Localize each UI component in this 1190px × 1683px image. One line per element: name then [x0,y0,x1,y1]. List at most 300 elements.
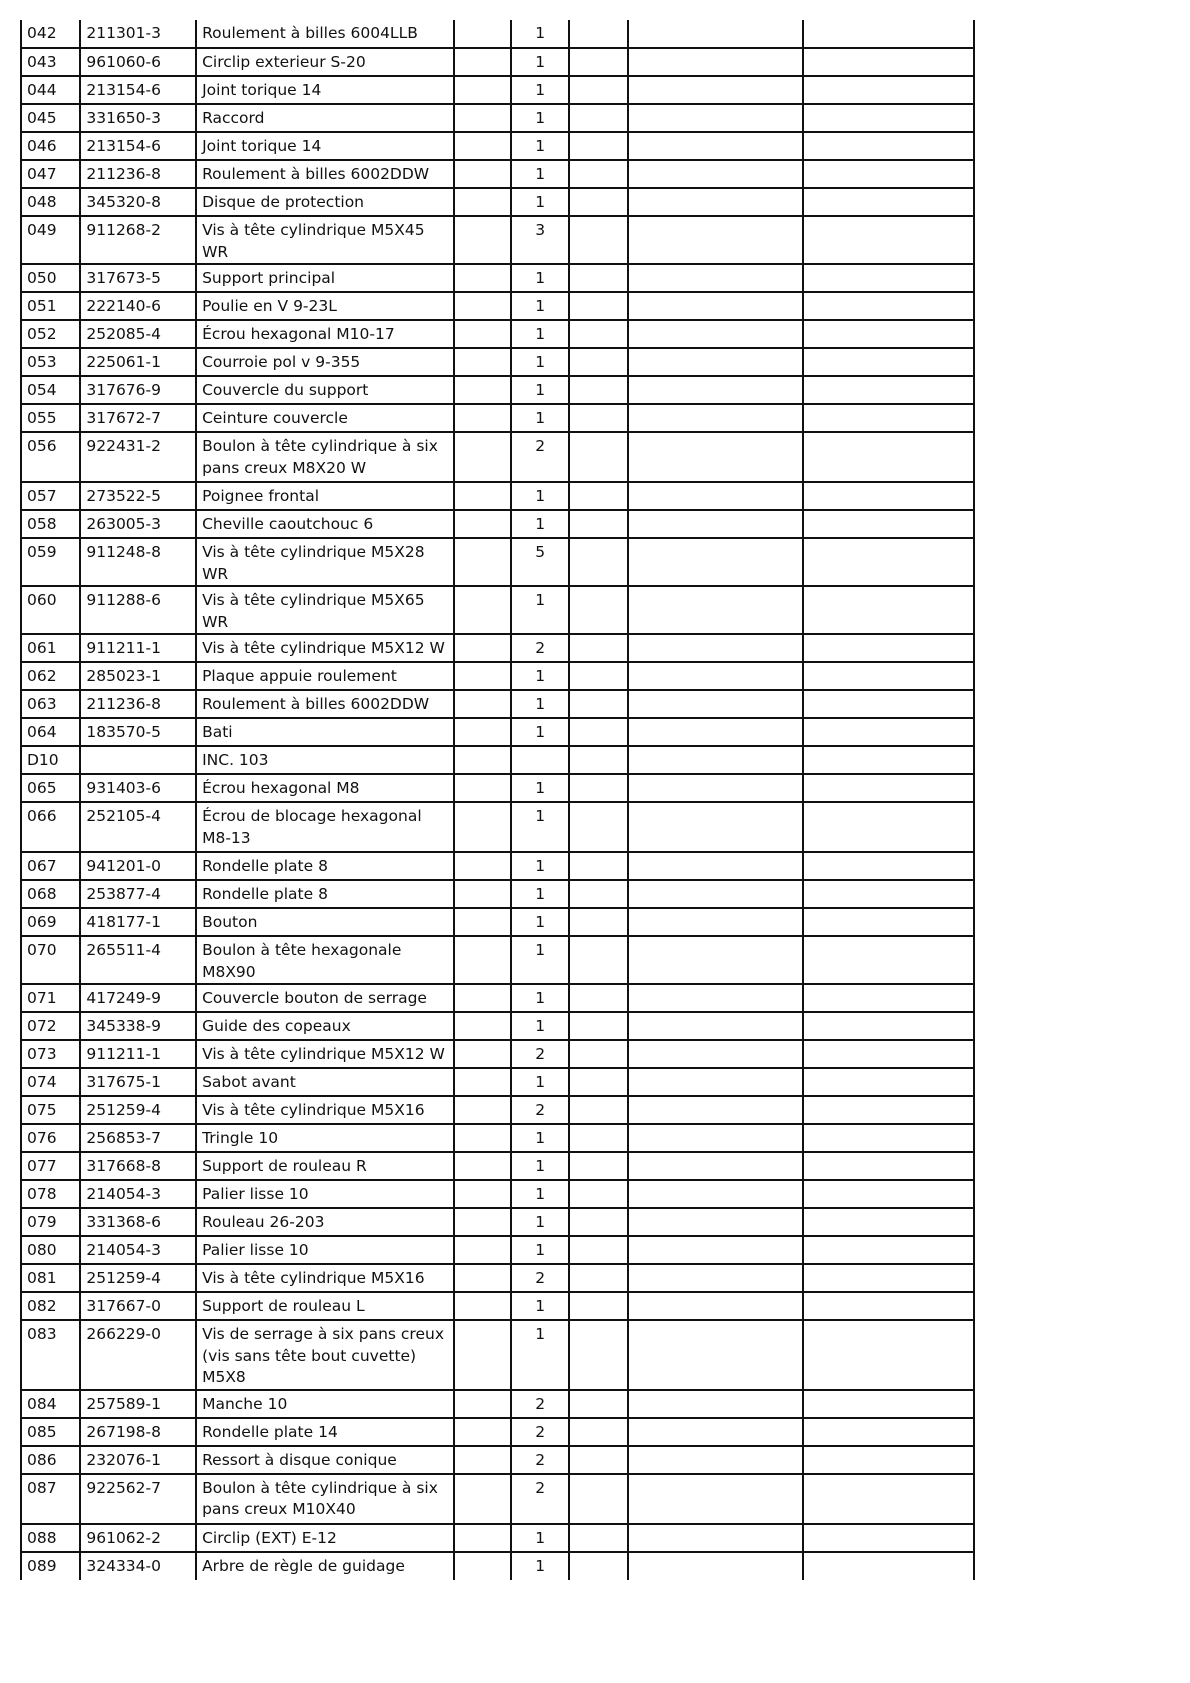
quantity-cell: 3 [511,216,569,264]
blank-cell [569,348,627,376]
description-cell: Vis à tête cylindrique M5X12 W [196,1040,454,1068]
item-number-cell: 063 [21,690,80,718]
quantity-cell: 1 [511,774,569,802]
quantity-cell: 1 [511,188,569,216]
blank-cell [454,1474,511,1524]
part-number-cell: 213154-6 [80,132,196,160]
blank-cell [803,746,974,774]
item-number-cell: 068 [21,880,80,908]
blank-cell [454,1040,511,1068]
blank-cell [569,718,627,746]
description-cell: INC. 103 [196,746,454,774]
blank-cell [569,132,627,160]
quantity-cell: 1 [511,1068,569,1096]
description-cell: Vis de serrage à six pans creux (vis sans tête bout cuvette) M5X8 [196,1320,454,1390]
blank-cell [628,1068,803,1096]
part-number-cell: 251259-4 [80,1096,196,1124]
blank-cell [803,404,974,432]
parts-table-body [21,20,974,1580]
part-number-cell: 265511-4 [80,936,196,984]
table-row [21,510,974,538]
description-cell: Couvercle bouton de serrage [196,984,454,1012]
blank-cell [628,718,803,746]
blank-cell [803,690,974,718]
blank-cell [454,132,511,160]
quantity-cell: 2 [511,1264,569,1292]
part-number-cell: 317673-5 [80,264,196,292]
blank-cell [569,852,627,880]
blank-cell [803,984,974,1012]
part-number-cell: 911288-6 [80,586,196,634]
description-cell: Vis à tête cylindrique M5X12 W [196,634,454,662]
item-number-cell: 070 [21,936,80,984]
description-cell: Ressort à disque conique [196,1446,454,1474]
blank-cell [454,718,511,746]
table-row [21,852,974,880]
item-number-cell: 086 [21,1446,80,1474]
blank-cell [628,1096,803,1124]
blank-cell [569,432,627,482]
blank-cell [628,404,803,432]
item-number-cell: 047 [21,160,80,188]
table-row [21,1446,974,1474]
description-cell: Écrou hexagonal M8 [196,774,454,802]
part-number-cell: 317675-1 [80,1068,196,1096]
table-row [21,662,974,690]
blank-cell [569,320,627,348]
blank-cell [628,320,803,348]
item-number-cell: 059 [21,538,80,586]
blank-cell [803,320,974,348]
blank-cell [569,1474,627,1524]
part-number-cell: 961060-6 [80,48,196,76]
part-number-cell: 418177-1 [80,908,196,936]
item-number-cell: 053 [21,348,80,376]
blank-cell [628,1474,803,1524]
blank-cell [569,634,627,662]
item-number-cell: 078 [21,1180,80,1208]
part-number-cell: 253877-4 [80,880,196,908]
item-number-cell: 069 [21,908,80,936]
description-cell: Rouleau 26-203 [196,1208,454,1236]
blank-cell [454,1418,511,1446]
blank-cell [628,538,803,586]
quantity-cell: 1 [511,880,569,908]
quantity-cell: 1 [511,264,569,292]
blank-cell [803,76,974,104]
blank-cell [454,432,511,482]
description-cell: Ceinture couvercle [196,404,454,432]
blank-cell [628,662,803,690]
description-cell: Palier lisse 10 [196,1180,454,1208]
quantity-cell: 1 [511,376,569,404]
quantity-cell: 1 [511,20,569,48]
table-row [21,1390,974,1418]
quantity-cell: 1 [511,1152,569,1180]
item-number-cell: 045 [21,104,80,132]
item-number-cell: 082 [21,1292,80,1320]
part-number-cell: 961062-2 [80,1524,196,1552]
blank-cell [454,348,511,376]
quantity-cell: 2 [511,1096,569,1124]
blank-cell [803,188,974,216]
blank-cell [628,774,803,802]
part-number-cell: 317668-8 [80,1152,196,1180]
table-row [21,774,974,802]
blank-cell [454,404,511,432]
quantity-cell: 1 [511,984,569,1012]
blank-cell [803,348,974,376]
blank-cell [628,1012,803,1040]
blank-cell [569,1446,627,1474]
part-number-cell: 331650-3 [80,104,196,132]
blank-cell [569,404,627,432]
description-cell: Vis à tête cylindrique M5X16 [196,1096,454,1124]
blank-cell [628,634,803,662]
table-row [21,482,974,510]
blank-cell [803,1180,974,1208]
blank-cell [569,1208,627,1236]
quantity-cell: 1 [511,586,569,634]
item-number-cell: 083 [21,1320,80,1390]
description-cell: Rondelle plate 8 [196,852,454,880]
blank-cell [803,1264,974,1292]
blank-cell [628,510,803,538]
description-cell: Cheville caoutchouc 6 [196,510,454,538]
table-row [21,1552,974,1580]
blank-cell [569,1124,627,1152]
quantity-cell: 1 [511,662,569,690]
table-row [21,292,974,320]
blank-cell [454,264,511,292]
blank-cell [628,908,803,936]
blank-cell [628,132,803,160]
part-number-cell: 232076-1 [80,1446,196,1474]
blank-cell [569,984,627,1012]
parts-table [20,20,975,1580]
item-number-cell: 065 [21,774,80,802]
blank-cell [803,1124,974,1152]
blank-cell [803,1040,974,1068]
blank-cell [454,852,511,880]
blank-cell [454,1390,511,1418]
blank-cell [454,662,511,690]
part-number-cell: 263005-3 [80,510,196,538]
item-number-cell: 043 [21,48,80,76]
part-number-cell: 251259-4 [80,1264,196,1292]
quantity-cell: 1 [511,908,569,936]
description-cell: Sabot avant [196,1068,454,1096]
description-cell: Support de rouleau R [196,1152,454,1180]
quantity-cell: 1 [511,1208,569,1236]
blank-cell [569,1040,627,1068]
blank-cell [454,690,511,718]
part-number-cell: 324334-0 [80,1552,196,1580]
blank-cell [454,1180,511,1208]
table-row [21,1208,974,1236]
item-number-cell: D10 [21,746,80,774]
quantity-cell: 2 [511,1446,569,1474]
description-cell: Poulie en V 9-23L [196,292,454,320]
blank-cell [569,586,627,634]
blank-cell [803,936,974,984]
table-row [21,376,974,404]
blank-cell [454,482,511,510]
blank-cell [803,538,974,586]
quantity-cell: 1 [511,1524,569,1552]
quantity-cell: 2 [511,1390,569,1418]
item-number-cell: 066 [21,802,80,852]
blank-cell [569,1418,627,1446]
quantity-cell: 1 [511,936,569,984]
blank-cell [569,1264,627,1292]
blank-cell [803,1552,974,1580]
quantity-cell: 1 [511,348,569,376]
blank-cell [569,510,627,538]
blank-cell [628,348,803,376]
item-number-cell: 054 [21,376,80,404]
part-number-cell: 211236-8 [80,160,196,188]
blank-cell [569,1320,627,1390]
description-cell: Support de rouleau L [196,1292,454,1320]
blank-cell [454,1068,511,1096]
blank-cell [628,160,803,188]
blank-cell [454,48,511,76]
blank-cell [454,1124,511,1152]
quantity-cell: 1 [511,852,569,880]
part-number-cell: 911268-2 [80,216,196,264]
part-number-cell: 252085-4 [80,320,196,348]
table-row [21,216,974,264]
quantity-cell: 2 [511,432,569,482]
blank-cell [628,1418,803,1446]
part-number-cell: 922431-2 [80,432,196,482]
part-number-cell: 317672-7 [80,404,196,432]
item-number-cell: 049 [21,216,80,264]
blank-cell [803,1068,974,1096]
blank-cell [803,432,974,482]
part-number-cell: 267198-8 [80,1418,196,1446]
quantity-cell: 1 [511,1552,569,1580]
blank-cell [454,104,511,132]
quantity-cell: 1 [511,160,569,188]
blank-cell [628,1208,803,1236]
part-number-cell: 213154-6 [80,76,196,104]
part-number-cell: 922562-7 [80,1474,196,1524]
table-row [21,908,974,936]
description-cell: Roulement à billes 6002DDW [196,690,454,718]
blank-cell [803,376,974,404]
blank-cell [803,908,974,936]
item-number-cell: 088 [21,1524,80,1552]
part-number-cell: 214054-3 [80,1180,196,1208]
item-number-cell: 052 [21,320,80,348]
blank-cell [569,482,627,510]
quantity-cell: 1 [511,690,569,718]
description-cell: Roulement à billes 6002DDW [196,160,454,188]
blank-cell [569,880,627,908]
blank-cell [569,1292,627,1320]
blank-cell [803,482,974,510]
description-cell: Boulon à tête cylindrique à six pans creux M10X40 [196,1474,454,1524]
table-row [21,404,974,432]
table-row [21,348,974,376]
part-number-cell: 222140-6 [80,292,196,320]
blank-cell [628,1390,803,1418]
blank-cell [569,76,627,104]
quantity-cell: 1 [511,1012,569,1040]
blank-cell [454,1264,511,1292]
description-cell: Disque de protection [196,188,454,216]
quantity-cell: 1 [511,802,569,852]
blank-cell [569,774,627,802]
blank-cell [569,1096,627,1124]
table-row [21,1012,974,1040]
blank-cell [569,936,627,984]
description-cell: Rondelle plate 14 [196,1418,454,1446]
part-number-cell: 911211-1 [80,1040,196,1068]
blank-cell [803,774,974,802]
blank-cell [569,908,627,936]
quantity-cell: 1 [511,1124,569,1152]
part-number-cell: 211301-3 [80,20,196,48]
blank-cell [803,104,974,132]
table-row [21,1524,974,1552]
description-cell: Manche 10 [196,1390,454,1418]
table-row [21,1292,974,1320]
table-row [21,538,974,586]
blank-cell [454,76,511,104]
description-cell: Poignee frontal [196,482,454,510]
description-cell: Palier lisse 10 [196,1236,454,1264]
blank-cell [628,852,803,880]
description-cell: Vis à tête cylindrique M5X28 WR [196,538,454,586]
blank-cell [569,1552,627,1580]
quantity-cell: 1 [511,48,569,76]
blank-cell [803,1096,974,1124]
quantity-cell: 1 [511,1292,569,1320]
part-number-cell: 331368-6 [80,1208,196,1236]
blank-cell [628,1264,803,1292]
item-number-cell: 056 [21,432,80,482]
blank-cell [628,188,803,216]
blank-cell [569,538,627,586]
part-number-cell: 225061-1 [80,348,196,376]
item-number-cell: 071 [21,984,80,1012]
part-number-cell: 211236-8 [80,690,196,718]
part-number-cell [80,746,196,774]
description-cell: Joint torique 14 [196,76,454,104]
quantity-cell: 1 [511,1236,569,1264]
blank-cell [803,1012,974,1040]
blank-cell [569,376,627,404]
item-number-cell: 044 [21,76,80,104]
item-number-cell: 079 [21,1208,80,1236]
blank-cell [454,538,511,586]
table-row [21,802,974,852]
item-number-cell: 042 [21,20,80,48]
blank-cell [454,1552,511,1580]
blank-cell [569,1390,627,1418]
blank-cell [803,510,974,538]
quantity-cell: 1 [511,482,569,510]
blank-cell [454,292,511,320]
blank-cell [454,634,511,662]
blank-cell [454,20,511,48]
blank-cell [569,188,627,216]
quantity-cell: 2 [511,1418,569,1446]
blank-cell [569,746,627,774]
quantity-cell: 1 [511,292,569,320]
item-number-cell: 061 [21,634,80,662]
table-row [21,132,974,160]
blank-cell [803,1236,974,1264]
blank-cell [569,1012,627,1040]
blank-cell [803,264,974,292]
part-number-cell: 941201-0 [80,852,196,880]
blank-cell [628,1152,803,1180]
table-row [21,188,974,216]
blank-cell [454,936,511,984]
blank-cell [454,746,511,774]
blank-cell [628,690,803,718]
table-row [21,1180,974,1208]
blank-cell [569,1068,627,1096]
part-number-cell: 252105-4 [80,802,196,852]
table-row [21,160,974,188]
part-number-cell: 911248-8 [80,538,196,586]
quantity-cell: 1 [511,718,569,746]
blank-cell [803,48,974,76]
blank-cell [454,188,511,216]
part-number-cell: 345338-9 [80,1012,196,1040]
part-number-cell: 317667-0 [80,1292,196,1320]
blank-cell [803,1446,974,1474]
description-cell: Joint torique 14 [196,132,454,160]
item-number-cell: 051 [21,292,80,320]
table-row [21,48,974,76]
table-row [21,690,974,718]
blank-cell [569,1524,627,1552]
description-cell: Circlip exterieur S-20 [196,48,454,76]
blank-cell [803,586,974,634]
blank-cell [628,482,803,510]
blank-cell [803,160,974,188]
item-number-cell: 087 [21,1474,80,1524]
description-cell: Vis à tête cylindrique M5X16 [196,1264,454,1292]
blank-cell [803,1418,974,1446]
item-number-cell: 076 [21,1124,80,1152]
blank-cell [454,1152,511,1180]
blank-cell [628,984,803,1012]
blank-cell [454,984,511,1012]
blank-cell [569,802,627,852]
blank-cell [454,802,511,852]
blank-cell [628,1320,803,1390]
part-number-cell: 214054-3 [80,1236,196,1264]
quantity-cell: 1 [511,320,569,348]
item-number-cell: 058 [21,510,80,538]
blank-cell [569,20,627,48]
blank-cell [569,690,627,718]
description-cell: Boulon à tête hexagonale M8X90 [196,936,454,984]
item-number-cell: 048 [21,188,80,216]
blank-cell [803,880,974,908]
table-row [21,1124,974,1152]
blank-cell [454,510,511,538]
table-row [21,718,974,746]
part-number-cell: 345320-8 [80,188,196,216]
